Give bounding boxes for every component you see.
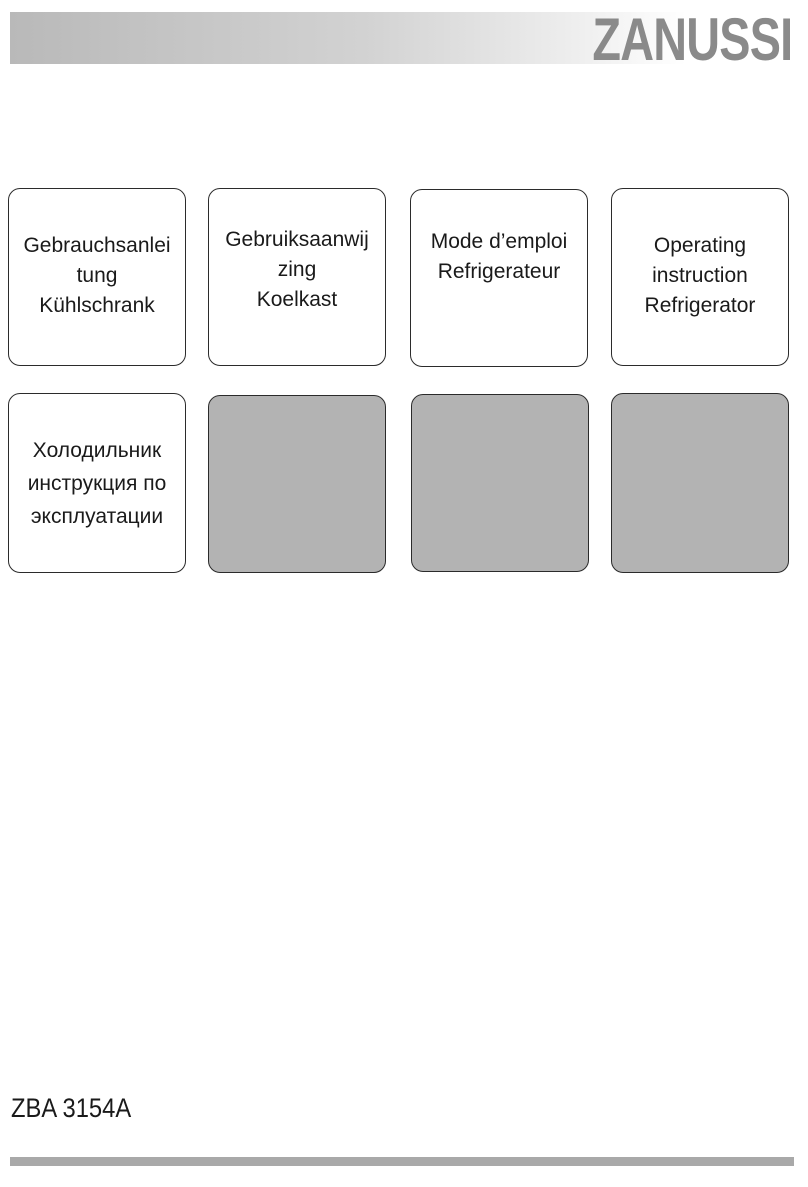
language-tile-french [410, 189, 588, 367]
language-tile-dutch [208, 188, 386, 366]
language-tile-english [611, 188, 789, 366]
tile-label-english: Operating instruction Refrigerator [644, 234, 756, 317]
tile-label-german: Gebrauchsanlei tung Kühlschrank [23, 234, 171, 317]
model-number: ZBA 3154A [11, 1093, 132, 1123]
tile-label-french: Mode d’emploi Refrigerateur [430, 230, 568, 283]
zanussi-logo: ZANUSSI [592, 6, 792, 73]
tile-label-dutch: Gebruiksaanwij zing Koelkast [225, 228, 369, 311]
language-tile-german [8, 188, 186, 366]
blank-tile [611, 393, 789, 573]
footer-bar [10, 1157, 794, 1166]
language-tile-russian [8, 393, 186, 573]
blank-tile [208, 395, 386, 573]
blank-tile [411, 394, 589, 572]
tile-label-russian: Холодильник инструкция по эксплуатации [27, 438, 167, 528]
